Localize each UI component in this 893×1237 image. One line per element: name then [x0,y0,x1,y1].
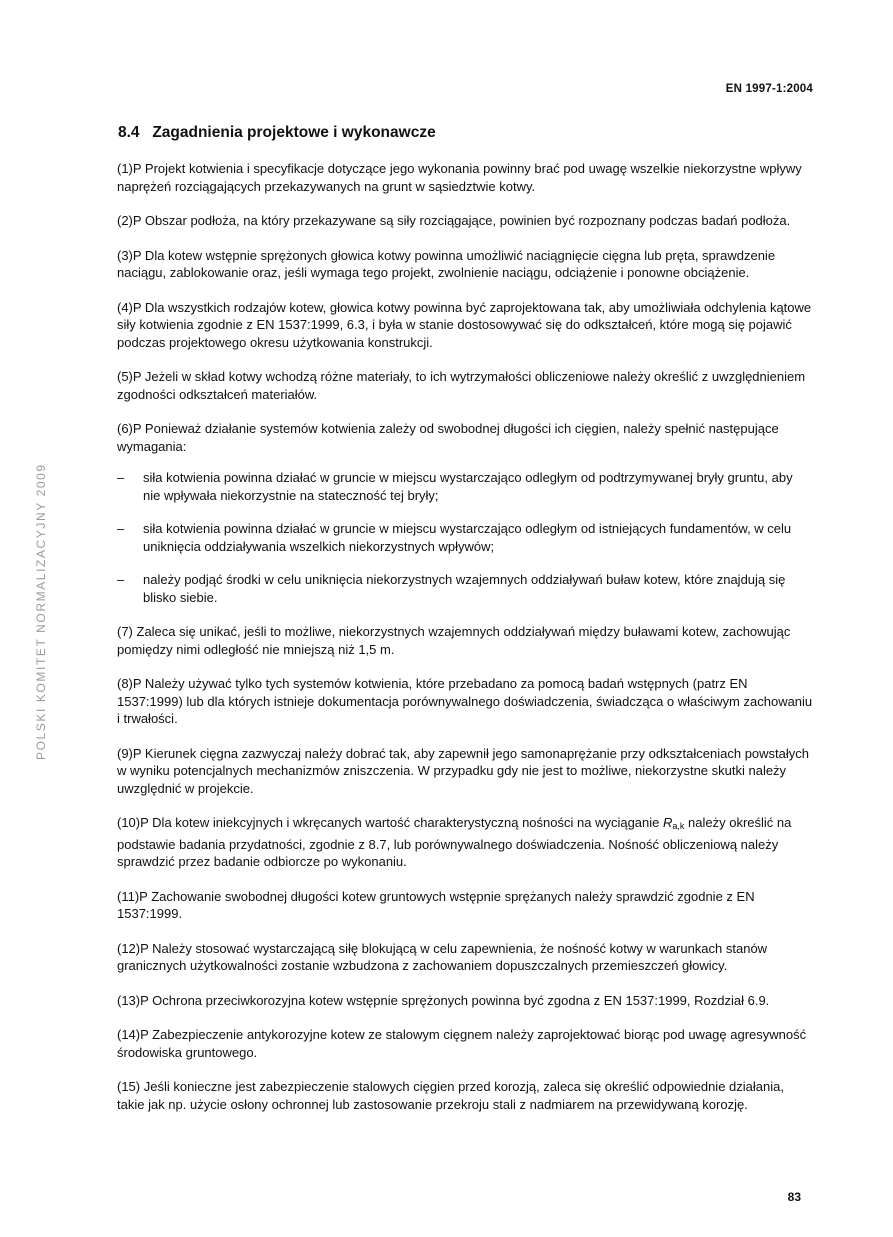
paragraph-13: (13)P Ochrona przeciwkorozyjna kotew wstępnie sprężonych powinna być zgodna z EN 1537:1999, Rozdział 6.9. [117,992,770,1008]
list-item: – siła kotwienia powinna działać w gruncie w miejscu wystarczająco odległym od istniejących fundamentów, w celu uniknięcia oddziaływania wszelkich niekorzystnych wpływów; [117,520,813,555]
paragraph-7: (7) Zaleca się unikać, jeśli to możliwe, niekorzystnych wzajemnych oddziaływań między buławami kotew, zachowując pomiędzy nimi odległość nie mniejszą niż 1,5 m. [117,624,791,657]
list-item: – siła kotwienia powinna działać w gruncie w miejscu wystarczająco odległym od podtrzymywanej bryły gruntu, aby nie wpływała niekorzystnie na stateczność tej bryły; [117,469,813,504]
paragraph-12: (12)P Należy stosować wystarczającą siłę blokującą w celu zapewnienia, że nośność kotwy w warunkach stanów granicznych użytkowalności zostanie wzbudzona z zachowaniem dopuszczalnych przemieszczeń głowicy. [117,940,768,973]
paragraph-10 [117,814,813,871]
paragraph-3: (3)P Dla kotew wstępnie sprężonych głowica kotwy powinna umożliwić naciągnięcie cięgna lub pręta, sprawdzenie naciągu, zablokowanie oraz, jeśli wymaga tego projekt, zwolnienie naciągu, odciążenie i ponowne obciążenie. [117,247,776,280]
resistance-subscript: a,k [672,821,685,831]
paragraph-1: (1)P Projekt kotwienia i specyfikacje dotyczące jego wykonania powinny brać pod uwagę wszelkie niekorzystne wpływy naprężeń rozciągających przekazywanych na grunt w sąsiedztwie kotwy. [117,161,802,194]
paragraph-15: (15) Jeśli konieczne jest zabezpieczenie stalowych cięgien przed korozją, zaleca się określić odpowiednie działania, takie jak np. użycie osłony ochronnej lub zastosowanie przekroju stali z nadmiarem na przewidywaną korozję. [117,1079,784,1112]
list-item: – należy podjąć środki w celu uniknięcia niekorzystnych wzajemnych oddziaływań buław kotew, które znajdują się blisko siebie. [117,571,813,606]
watermark-text: POLSKI KOMITET NORMALIZACYJNY 2009 [34,463,48,760]
document-body [117,160,813,1130]
paragraph-2: (2)P Obszar podłoża, na który przekazywane są siły rozciągające, powinien być rozpoznany podczas badań podłoża. [117,213,791,228]
section-number: 8.4 [118,124,140,141]
standard-identifier: EN 1997-1:2004 [725,83,813,95]
resistance-symbol: R [663,815,673,830]
section-title: Zagadnienia projektowe i wykonawcze [152,124,436,141]
paragraph-8: (8)P Należy używać tylko tych systemów kotwienia, które przebadano za pomocą badań wstępnych (patrz EN 1537:1999) lub dla których istnieje dokumentacja porównywalnego doświadczenia, świadcząca o właściwym zachowaniu i trwałości. [117,676,813,726]
requirements-list [117,469,813,606]
section-heading [118,124,436,142]
paragraph-4: (4)P Dla wszystkich rodzajów kotew, głowica kotwy powinna być zaprojektowana tak, aby umożliwiała odchylenia kątowe siły kotwienia zgodnie z EN 1537:1999, 6.3, i była w stanie dostosowywać się do odkształceń, które mogą się pojawić podczas projektowego okresu użytkowania konstrukcji. [117,299,812,350]
paragraph-9: (9)P Kierunek cięgna zazwyczaj należy dobrać tak, aby zapewnił jego samonaprężanie przy odkształceniach powstałych w wyniku potencjalnych mechanizmów zniszczenia. W przypadku gdy nie jest to możliwe, niekorzystne skutki należy uwzględnić w projekcie. [117,745,810,796]
paragraph-11: (11)P Zachowanie swobodnej długości kotew gruntowych wstępnie sprężanych należy sprawdzić zgodnie z EN 1537:1999. [117,888,755,921]
paragraph-10-text-end: należy określić na podstawie badania przydatności, zgodnie z 8.7, lub porównywalnego doświadczenia. Nośność obliczeniową należy sprawdzić przez badanie odbiorcze po wykonaniu. [117,815,792,869]
page-number: 83 [787,1190,801,1204]
paragraph-5: (5)P Jeżeli w skład kotwy wchodzą różne materiały, to ich wytrzymałości obliczeniowe należy określić z uwzględnieniem zgodności odkształceń materiałów. [117,369,806,402]
paragraph-10-text-start: (10)P Dla kotew iniekcyjnych i wkręcanych wartość charakterystyczną nośności na wyciąganie [117,815,663,830]
paragraph-14: (14)P Zabezpieczenie antykorozyjne kotew ze stalowym cięgnem należy zaprojektować biorąc pod uwagę agresywność środowiska gruntowego. [117,1027,807,1060]
paragraph-6: (6)P Ponieważ działanie systemów kotwienia zależy od swobodnej długości ich cięgien, należy spełnić następujące wymagania: [117,421,779,454]
